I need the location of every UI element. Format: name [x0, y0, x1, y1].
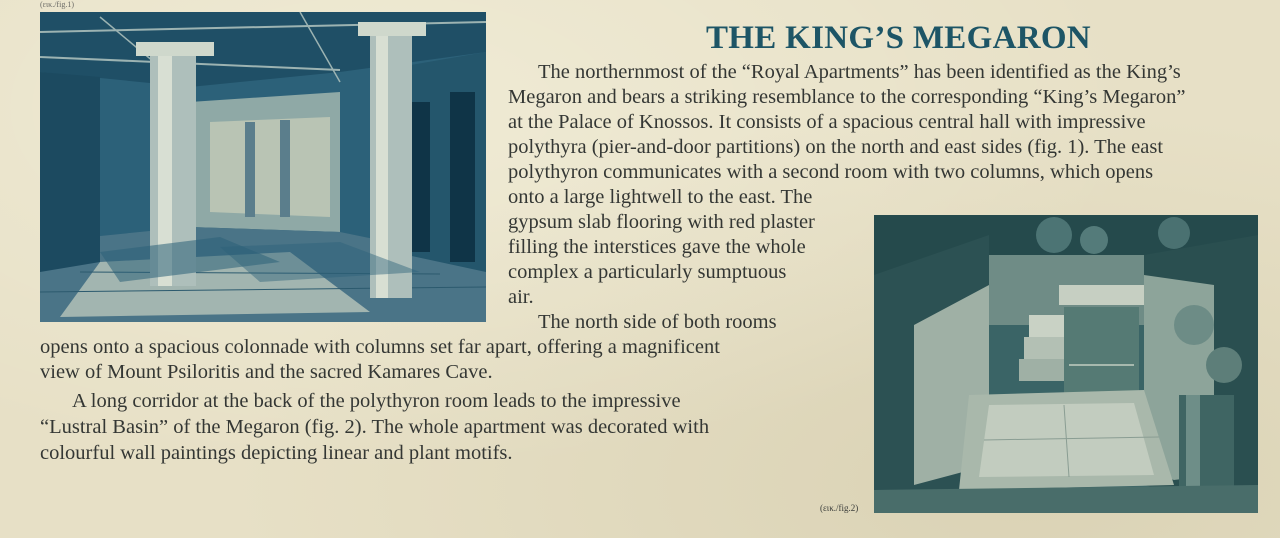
body-text-line: A long corridor at the back of the polythyron room leads to the impressive [72, 390, 681, 412]
figure-2-caption: (εικ./fig.2) [820, 503, 859, 513]
body-text-line: gypsum slab flooring with red plaster [508, 211, 815, 233]
body-text-line: “Lustral Basin” of the Megaron (fig. 2). The whole apartment was decorated with [40, 416, 710, 438]
body-text-line: opens onto a spacious colonnade with columns set far apart, offering a magnificent [40, 336, 720, 358]
figure-1-caption: (εικ./fig.1) [40, 0, 74, 9]
body-text-line: onto a large lightwell to the east. The [508, 186, 813, 208]
body-text-line: complex a particularly sumptuous [508, 261, 787, 283]
body-text-line: polythyra (pier-and-door partitions) on the north and east sides (fig. 1). The east [508, 136, 1164, 158]
body-text-line: polythyron communicates with a second room with two columns, which opens [508, 161, 1154, 183]
body-text-line: at the Palace of Knossos. It consists of a spacious central hall with impressive [508, 111, 1146, 133]
page-title: THE KING’S MEGARON [706, 20, 1091, 56]
body-text-line: The northernmost of the “Royal Apartments” has been identified as the King’s [538, 61, 1181, 83]
figure-2-lustral-basin-photo [874, 215, 1258, 513]
body-text-line: view of Mount Psiloritis and the sacred Kamares Cave. [40, 361, 493, 383]
body-text-line: air. [508, 286, 534, 308]
figure-1-megaron-drawing [40, 12, 486, 322]
body-text-line: The north side of both rooms [538, 311, 777, 333]
body-text-line: colourful wall paintings depicting linear and plant motifs. [40, 442, 513, 464]
body-text-line: filling the interstices gave the whole [508, 236, 806, 258]
body-text-line: Megaron and bears a striking resemblance to the corresponding “King’s Megaron” [508, 86, 1186, 108]
